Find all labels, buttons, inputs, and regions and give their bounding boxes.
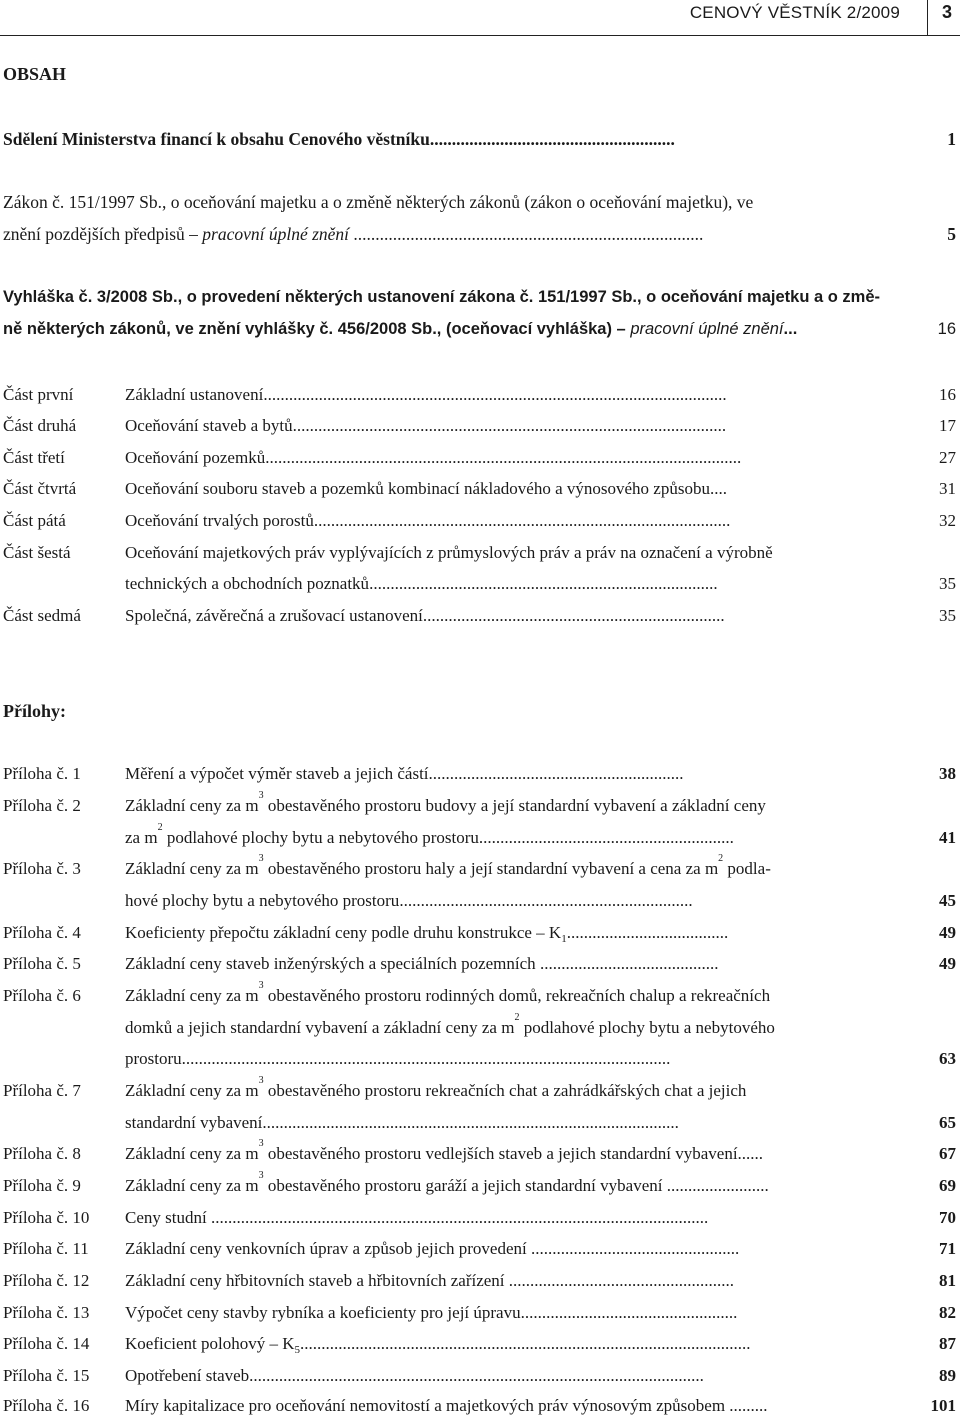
appendix-title: Míry kapitalizace pro oceňování nemovitostí a majetkových práv výnosovým způsobem xyxy=(125,1396,726,1415)
appendix-title-cont: podlahové plochy bytu a nebytového xyxy=(519,1018,775,1037)
appendices-heading: Přílohy: xyxy=(3,701,66,721)
toc-page-number: 67 xyxy=(939,1144,956,1163)
toc-leader-dots: ........................................................................................................... xyxy=(249,1366,704,1385)
toc-appendix-12[interactable] xyxy=(3,1265,956,1297)
toc-page-number: 70 xyxy=(939,1208,956,1227)
part-label: Část pátá xyxy=(3,511,66,530)
appendix-title: Základní ceny za m xyxy=(125,1081,259,1100)
toc-page-number: 49 xyxy=(939,923,956,942)
part-label: Část druhá xyxy=(3,416,77,435)
toc-part-6[interactable] xyxy=(3,537,956,569)
appendix-title: Základní ceny za m xyxy=(125,1144,259,1163)
part-label: Část sedmá xyxy=(3,606,81,625)
toc-page-number: 41 xyxy=(939,828,956,847)
toc-appendix-6-cont[interactable] xyxy=(3,1012,956,1044)
appendix-label: Příloha č. 8 xyxy=(3,1144,81,1163)
toc-leader-dots: .......................................... xyxy=(535,954,719,973)
toc-leader-dots: .................................................................................. xyxy=(369,574,718,593)
appendix-label: Příloha č. 14 xyxy=(3,1334,90,1353)
toc-appendix-10[interactable] xyxy=(3,1202,956,1234)
toc-page-number: 71 xyxy=(939,1239,956,1258)
part-title: Oceňování majetkových práv vyplývajících z průmyslových práv a práv na označení a výrobně xyxy=(125,543,773,562)
toc-leader-dots: .................................................................................................. xyxy=(262,1113,679,1132)
appendix-title: obestavěného prostoru haly a její standardní vybavení a cena za m xyxy=(263,859,719,878)
toc-entry-italic: pracovní úplné znění xyxy=(202,223,350,244)
toc-leader-dots: ..................................................................... xyxy=(399,891,693,910)
toc-part-4[interactable] xyxy=(3,473,956,505)
appendix-title-cont: standardní vybavení xyxy=(125,1113,263,1132)
toc-leader-dots: ............................................................ xyxy=(478,828,734,847)
appendix-label: Příloha č. 6 xyxy=(3,986,81,1005)
header-rule xyxy=(0,35,960,36)
part-label: Část první xyxy=(3,385,74,404)
appendix-title: Základní ceny za m xyxy=(125,859,259,878)
toc-appendix-7-cont[interactable] xyxy=(3,1107,956,1139)
toc-entry-title-cont: znění pozdějších předpisů – xyxy=(3,223,203,244)
toc-page-number: 17 xyxy=(939,416,956,435)
toc-appendix-3[interactable] xyxy=(3,853,956,885)
part-label: Část čtvrtá xyxy=(3,479,77,498)
toc-leader-dots: ..................................................................................................................... xyxy=(206,1208,709,1227)
toc-leader-dots: ........................................................ xyxy=(429,129,675,149)
appendix-title: Základní ceny za m xyxy=(125,986,259,1005)
toc-page-number: 65 xyxy=(939,1113,956,1132)
toc-page-number: 45 xyxy=(939,891,956,910)
toc-leader-dots: ......... xyxy=(725,1396,768,1415)
toc-page-number: 32 xyxy=(939,511,956,530)
appendix-label: Příloha č. 9 xyxy=(3,1176,81,1195)
toc-leader-dots: ....................................................................... xyxy=(422,606,725,625)
toc-leader-dots: ................................................................................ xyxy=(349,223,704,244)
appendix-label: Příloha č. 2 xyxy=(3,796,81,815)
contents-heading: OBSAH xyxy=(3,64,67,84)
toc-appendix-8[interactable] xyxy=(3,1138,956,1170)
toc-page-number: 16 xyxy=(939,385,956,404)
appendix-label: Příloha č. 13 xyxy=(3,1303,90,1322)
superscript: 3 xyxy=(258,980,264,991)
toc-leader-dots: ...................................... xyxy=(566,923,729,942)
toc-leader-dots: ..................................................... xyxy=(504,1271,735,1290)
part-title: Základní ustanovení xyxy=(125,385,264,404)
appendix-title-cont: prostoru xyxy=(125,1049,182,1068)
toc-page-number: 1 xyxy=(947,129,956,149)
toc-appendix-9[interactable] xyxy=(3,1170,956,1202)
appendix-title-cont: domků a jejich standardní vybavení a základní ceny za m xyxy=(125,1018,515,1037)
toc-appendix-1[interactable] xyxy=(3,758,956,790)
part-label: Část třetí xyxy=(3,448,65,467)
toc-appendix-15[interactable] xyxy=(3,1360,956,1392)
appendix-label: Příloha č. 11 xyxy=(3,1239,89,1258)
toc-appendix-3-cont[interactable] xyxy=(3,885,956,917)
superscript: 3 xyxy=(258,1170,264,1181)
toc-leader-dots: .......................................................................................................... xyxy=(300,1334,751,1353)
toc-entry-title: Zákon č. 151/1997 Sb., o oceňování majetku a o změně některých zákonů (zákon o oceňování majetku), ve xyxy=(3,192,754,212)
toc-page-number: 81 xyxy=(939,1271,956,1290)
appendix-title-cont: podlahové plochy bytu a nebytového prostoru xyxy=(162,828,479,847)
appendix-title: Základní ceny staveb inženýrských a speciálních pozemních xyxy=(125,954,536,973)
toc-leader-dots: ...... xyxy=(737,1144,764,1163)
appendix-label: Příloha č. 10 xyxy=(3,1208,90,1227)
appendix-label: Příloha č. 15 xyxy=(3,1366,90,1385)
appendix-label: Příloha č. 1 xyxy=(3,764,81,783)
appendix-title: podla- xyxy=(723,859,771,878)
part-title: Společná, závěrečná a zrušovací ustanovení xyxy=(125,606,423,625)
toc-appendix-13[interactable] xyxy=(3,1297,956,1329)
toc-entry-italic: pracovní úplné znění xyxy=(630,319,784,338)
appendix-label: Příloha č. 5 xyxy=(3,954,81,973)
appendix-label: Příloha č. 3 xyxy=(3,859,81,878)
toc-leader-dots: ... xyxy=(783,319,798,338)
subscript: 1 xyxy=(561,933,567,945)
appendix-title-cont: za m xyxy=(125,828,158,847)
appendix-title: Ceny studní xyxy=(125,1208,207,1227)
toc-page-number: 16 xyxy=(937,319,956,338)
toc-appendix-14[interactable] xyxy=(3,1328,956,1360)
subscript: 5 xyxy=(294,1344,300,1356)
toc-page-number: 89 xyxy=(939,1366,956,1385)
appendix-label: Příloha č. 7 xyxy=(3,1081,81,1100)
toc-entry-title-cont: ně některých zákonů, ve znění vyhlášky č. 456/2008 Sb., (oceňovací vyhláška) – xyxy=(3,319,631,338)
appendix-title: obestavěného prostoru garáží a jejich standardní vybavení xyxy=(263,1176,663,1195)
toc-appendix-16[interactable] xyxy=(3,1390,956,1422)
toc-entry-zakon[interactable] xyxy=(3,187,956,250)
toc-part-7[interactable] xyxy=(3,600,956,632)
appendix-title: Základní ceny venkovních úprav a způsob jejich provedení xyxy=(125,1239,527,1258)
appendix-title: Výpočet ceny stavby rybníka a koeficienty pro její úpravu xyxy=(125,1303,521,1322)
toc-entry-sdeleni[interactable] xyxy=(3,124,956,156)
toc-appendix-11[interactable] xyxy=(3,1233,956,1265)
appendix-title: Koeficienty přepočtu základní ceny podle druhu konstrukce – K xyxy=(125,923,562,942)
appendix-title: obestavěného prostoru rekreačních chat a zahrádkářských chat a jejich xyxy=(263,1081,747,1100)
appendix-label: Příloha č. 12 xyxy=(3,1271,90,1290)
toc-appendix-2-cont[interactable] xyxy=(3,822,956,854)
appendix-title: Opotřebení staveb xyxy=(125,1366,250,1385)
toc-leader-dots: ................................................... xyxy=(520,1303,738,1322)
toc-entry-title: Vyhláška č. 3/2008 Sb., o provedení některých ustanovení zákona č. 151/1997 Sb., o oceňování majetku a o změ- xyxy=(3,288,880,306)
part-title: Oceňování staveb a bytů xyxy=(125,416,293,435)
appendix-title: obestavěného prostoru budovy a její standardní vybavení a základní ceny xyxy=(263,796,766,815)
superscript: 2 xyxy=(718,853,724,864)
part-label: Část šestá xyxy=(3,543,71,562)
appendix-title: Základní ceny za m xyxy=(125,796,259,815)
part-title: Oceňování trvalých porostů xyxy=(125,511,314,530)
toc-page-number: 31 xyxy=(939,479,956,498)
header-divider xyxy=(927,0,928,36)
appendix-label: Příloha č. 16 xyxy=(3,1396,90,1415)
toc-page-number: 63 xyxy=(939,1049,956,1068)
toc-leader-dots: ............................................................ xyxy=(428,764,684,783)
toc-entry-vyhlaska[interactable] xyxy=(3,282,956,345)
part-title-cont: technických a obchodních poznatků xyxy=(125,574,370,593)
toc-leader-dots: ................................................. xyxy=(526,1239,740,1258)
toc-leader-dots: .... xyxy=(709,479,727,498)
toc-part-2[interactable] xyxy=(3,410,956,442)
toc-appendix-2[interactable] xyxy=(3,790,956,822)
toc-page-number: 87 xyxy=(939,1334,956,1353)
toc-entry-title: Sdělení Ministerstva financí k obsahu Cenového věstníku xyxy=(3,129,430,149)
appendix-title: Měření a výpočet výměr staveb a jejich částí xyxy=(125,764,429,783)
appendix-title: Koeficient polohový – K xyxy=(125,1334,295,1353)
toc-leader-dots: ............................................................................................................. xyxy=(263,385,727,404)
superscript: 3 xyxy=(258,1075,264,1086)
journal-title: CENOVÝ VĚSTNÍK 2/2009 xyxy=(689,3,900,22)
toc-page-number: 101 xyxy=(930,1396,956,1415)
toc-part-6-cont[interactable] xyxy=(3,568,956,600)
toc-leader-dots: ........................ xyxy=(662,1176,769,1195)
appendix-title-cont: hové plochy bytu a nebytového prostoru xyxy=(125,891,400,910)
toc-appendix-6-cont2[interactable] xyxy=(3,1043,956,1075)
appendix-title: Základní ceny za m xyxy=(125,1176,259,1195)
toc-part-3[interactable] xyxy=(3,442,956,474)
toc-page-number: 5 xyxy=(947,223,956,244)
part-title: Oceňování pozemků xyxy=(125,448,266,467)
toc-leader-dots: ................................................................................................................... xyxy=(181,1049,671,1068)
toc-page-number: 35 xyxy=(939,606,956,625)
toc-page-number: 27 xyxy=(939,448,956,467)
toc-page-number: 35 xyxy=(939,574,956,593)
appendix-title: Základní ceny hřbitovních staveb a hřbitovních zařízení xyxy=(125,1271,505,1290)
superscript: 2 xyxy=(157,822,163,833)
superscript: 3 xyxy=(258,853,264,864)
toc-leader-dots: ................................................................................................................ xyxy=(265,448,742,467)
toc-part-5[interactable] xyxy=(3,505,956,537)
toc-leader-dots: ...................................................................................................... xyxy=(292,416,727,435)
toc-page-number: 69 xyxy=(939,1176,956,1195)
appendix-title: obestavěného prostoru vedlejších staveb a jejich standardní vybavení xyxy=(263,1144,738,1163)
superscript: 2 xyxy=(514,1012,520,1023)
toc-page-number: 49 xyxy=(939,954,956,973)
part-title: Oceňování souboru staveb a pozemků kombinací nákladového a výnosového způsobu xyxy=(125,479,710,498)
toc-page-number: 82 xyxy=(939,1303,956,1322)
toc-appendix-5[interactable] xyxy=(3,948,956,980)
toc-part-1[interactable] xyxy=(3,379,956,411)
toc-appendix-4[interactable] xyxy=(3,917,956,949)
appendix-title: obestavěného prostoru rodinných domů, rekreačních chalup a rekreačních xyxy=(263,986,771,1005)
toc-appendix-7[interactable] xyxy=(3,1075,956,1107)
appendix-label: Příloha č. 4 xyxy=(3,923,81,942)
page-number: 3 xyxy=(941,2,952,22)
toc-leader-dots: .................................................................................................. xyxy=(313,511,731,530)
toc-page-number: 38 xyxy=(939,764,956,783)
running-header xyxy=(0,0,960,36)
superscript: 3 xyxy=(258,790,264,801)
superscript: 3 xyxy=(258,1138,264,1149)
toc-appendix-6[interactable] xyxy=(3,980,956,1012)
